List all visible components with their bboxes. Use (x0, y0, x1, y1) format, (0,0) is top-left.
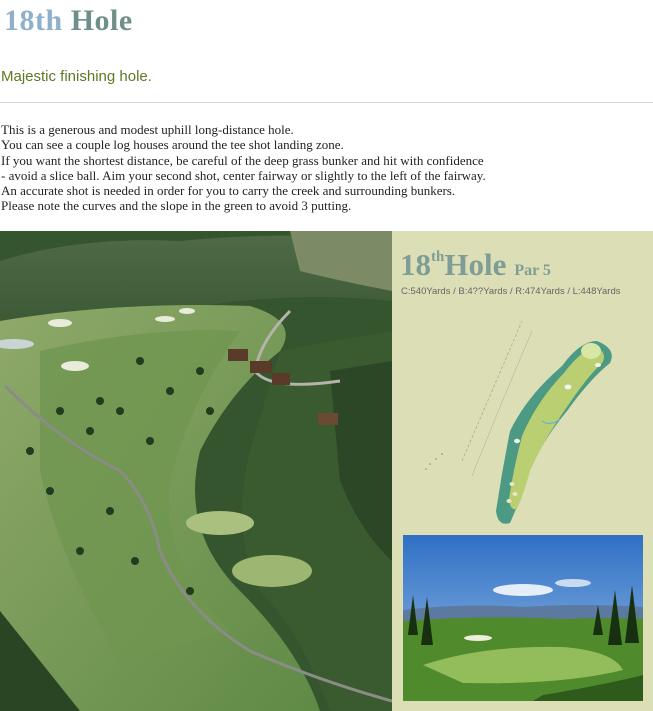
title-number: 18th (4, 4, 63, 37)
hole-card-number: 18 (400, 247, 431, 282)
description-line: This is a generous and modest uphill long-distance hole. (1, 122, 294, 137)
hole-layout-map (392, 301, 653, 531)
description-line: - avoid a slice ball. Aim your second shot, center fairway or slightly to the left of the fairway. (1, 167, 486, 183)
description-line: An accurate shot is needed in order for you to carry the creek and surrounding bunkers. (1, 183, 456, 199)
hole-card-title (400, 247, 551, 283)
hole-description (1, 122, 651, 214)
hole-card-word: Hole (444, 247, 507, 282)
title-word: Hole (70, 4, 133, 37)
green-photo (403, 535, 643, 701)
description-line: Please note the curves and the slope in the green to avoid 3 putting. (1, 198, 352, 214)
hole-card (392, 231, 653, 711)
description-line: You can see a couple log houses around the tee shot landing zone. (1, 137, 344, 153)
page-title (4, 4, 133, 38)
yardage-info: C:540Yards / B:4??Yards / R:474Yards / L:448Yards (401, 286, 621, 297)
aerial-photo (0, 231, 392, 711)
divider (0, 102, 653, 103)
hole-card-par: Par 5 (514, 262, 551, 279)
description-line: If you want the shortest distance, be careful of the deep grass bunker and hit with confidence (1, 152, 484, 168)
hole-card-suffix: th (431, 249, 445, 265)
page-subtitle: Majestic finishing hole. (1, 68, 152, 85)
